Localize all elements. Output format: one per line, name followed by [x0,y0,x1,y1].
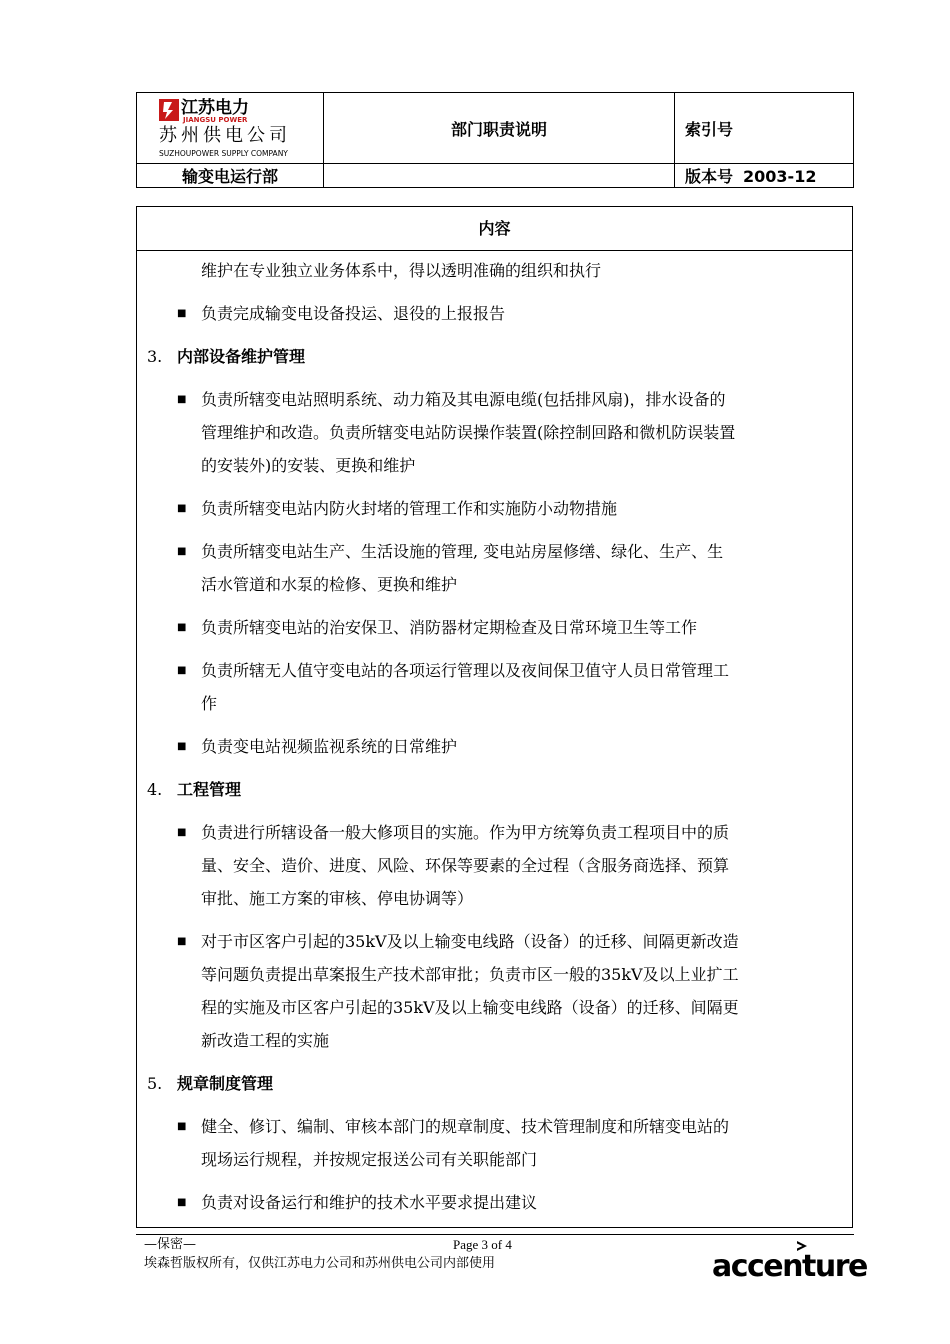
logo-branch-cn: 苏州供电公司 [159,125,291,146]
section-number: 5. [147,1074,163,1093]
continuation-text: 维护在专业独立业务体系中，得以透明准确的组织和执行 [201,261,602,280]
paragraph-line: 量、安全、造价、进度、风险、环保等要素的全过程（含服务商选择、预算 [201,856,730,875]
paragraph-line: 等问题负责提出草案报生产技术部审批；负责市区一般的35kV及以上业扩工 [201,965,739,984]
paragraph-line: 审批、施工方案的审核、停电协调等） [201,889,474,908]
index-label: 索引号 [675,93,854,164]
section-title: 内部设备维护管理 [177,347,306,366]
bullet-icon: ■ [177,503,187,514]
section-heading [147,1067,273,1100]
bullet-icon: ■ [177,394,187,405]
paragraph-line: 管理维护和改造。负责所辖变电站防误操作装置(除控制回路和微机防误装置 [201,423,736,442]
bullet-icon: ■ [177,1197,187,1208]
paragraph-line: 负责所辖变电站生产、生活设施的管理, 变电站房屋修缮、绿化、生产、生 [201,542,724,561]
paragraph-line: 作 [201,694,218,713]
content-heading: 内容 [137,207,852,251]
paragraph-line: 负责所辖变电站的治安保卫、消防器材定期检查及日常环境卫生等工作 [201,618,698,637]
paragraph-line: 负责完成输变电设备投运、退役的上报报告 [201,304,506,323]
section-title: 规章制度管理 [177,1074,274,1093]
logo-branch-en: SUZHOUPOWER SUPPLY COMPANY [159,149,288,158]
bullet-icon: ■ [177,308,187,319]
paragraph-line: 活水管道和水泵的检修、更换和维护 [201,575,458,594]
paragraph-line: 负责变电站视频监视系统的日常维护 [201,737,458,756]
doc-title: 部门职责说明 [324,93,675,164]
paragraph-line: 负责所辖无人值守变电站的各项运行管理以及夜间保卫值守人员日常管理工 [201,661,730,680]
paragraph-line: 新改造工程的实施 [201,1031,330,1050]
bullet-icon: ■ [177,622,187,633]
accenture-logo: accenture [712,1249,867,1284]
department-name: 输变电运行部 [137,164,324,188]
bullet-icon: ■ [177,827,187,838]
logo-company-en: JIANGSU POWER [183,116,248,124]
bullet-icon: ■ [177,936,187,947]
section-heading [147,773,241,806]
section-number: 3. [147,347,163,366]
content-box [136,206,853,1228]
header-table [136,92,854,188]
logo-cell [137,93,324,164]
bullet-icon: ■ [177,665,187,676]
section-title: 工程管理 [177,780,242,799]
footer-divider [136,1234,854,1235]
header-empty-cell [324,164,675,188]
paragraph-line: 对于市区客户引起的35kV及以上输变电线路（设备）的迁移、间隔更新改造 [201,932,739,951]
bullet-icon: ■ [177,741,187,752]
paragraph-line: 程的实施及市区客户引起的35kV及以上输变电线路（设备）的迁移、间隔更 [201,998,739,1017]
paragraph-line: 的安装外)的安装、更换和维护 [201,456,416,475]
paragraph-line: 负责所辖变电站内防火封堵的管理工作和实施防小动物措施 [201,499,618,518]
bullet-icon: ■ [177,546,187,557]
footer-page-number: Page 3 of 4 [453,1237,512,1252]
bullet-icon: ■ [177,1121,187,1132]
footer-copyright: 埃森哲版权所有，仅供江苏电力公司和苏州供电公司内部使用 [144,1256,496,1271]
paragraph-line: 负责进行所辖设备一般大修项目的实施。作为甲方统筹负责工程项目中的质 [201,823,730,842]
jiangsu-power-logo-icon [159,99,179,121]
footer-confidential: —保密— [144,1237,197,1252]
logo-company-cn: 江苏电力 [181,98,249,118]
version-value: 2003-12 [743,167,817,186]
version-label: 版本号 [685,167,734,186]
paragraph-line: 现场运行规程，并按规定报送公司有关职能部门 [201,1150,538,1169]
section-heading [147,340,305,373]
section-number: 4. [147,780,163,799]
version-cell [675,164,854,188]
paragraph-line: 健全、修订、编制、审核本部门的规章制度、技术管理制度和所辖变电站的 [201,1117,730,1136]
paragraph-line: 负责对设备运行和维护的技术水平要求提出建议 [201,1193,538,1212]
paragraph-line: 负责所辖变电站照明系统、动力箱及其电源电缆(包括排风扇)，排水设备的 [201,390,726,409]
